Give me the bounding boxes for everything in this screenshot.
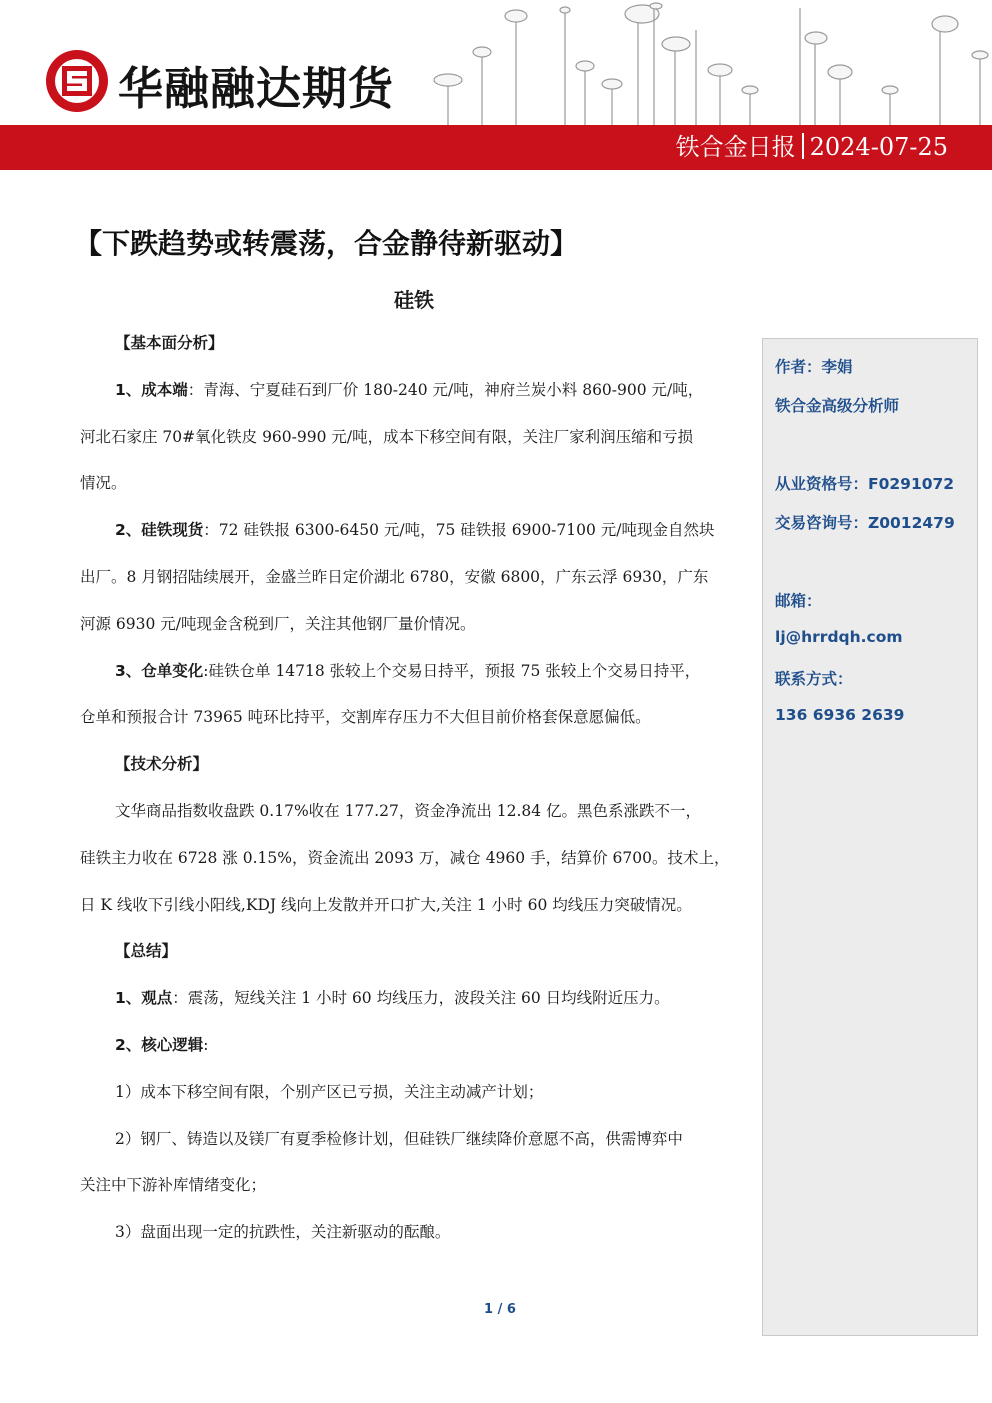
email-link[interactable]: lj@hrrdqh.com [775, 628, 903, 646]
report-label [676, 130, 948, 164]
consult-number: 交易咨询号：Z0012479 [775, 514, 955, 532]
paragraph-line: 河北石家庄 70#氧化铁皮 960-990 元/吨，成本下移空间有限，关注厂家利润压缩和亏损 [80, 427, 694, 446]
author-sidebar [762, 338, 978, 1336]
contact-label: 联系方式： [775, 670, 853, 688]
paragraph-line: 2）钢厂、铸造以及镁厂有夏季检修计划，但硅铁厂继续降价意愿不高，供需博弈中 [115, 1129, 683, 1148]
header-separator [802, 133, 804, 159]
paragraph-line: 关注中下游补库情绪变化； [80, 1176, 267, 1195]
report-header [0, 0, 992, 125]
paragraph-line: 日 K 线收下引线小阳线,KDJ 线向上发散并开口扩大,关注 1 小时 60 均线压力突破情况。 [80, 895, 692, 914]
paragraph-line: 河源 6930 元/吨现金含税到厂，关注其他钢厂量价情况。 [80, 614, 476, 633]
company-logo-icon [44, 48, 110, 114]
report-type: 铁合金日报 [675, 133, 796, 161]
paragraph-line: 情况。 [80, 474, 127, 493]
item-label: 1、成本端 [115, 380, 188, 399]
item-label: 1、观点 [115, 989, 173, 1008]
paragraph-line [80, 975, 748, 1022]
paragraph-line [80, 507, 748, 554]
paragraph-line [80, 1022, 748, 1069]
item-text: ：震荡，短线关注 1 小时 60 均线压力，波段关注 60 日均线附近压力。 [172, 989, 670, 1008]
company-name: 华融融达期货 [118, 62, 395, 115]
paragraph-line: 1）成本下移空间有限，个别产区已亏损，关注主动减产计划； [115, 1082, 544, 1101]
paragraph-line: 硅铁主力收在 6728 涨 0.15%，资金流出 2093 万，减仓 4960 手，结算价 6700。技术上， [80, 848, 730, 867]
item-label: 2、硅铁现货 [115, 521, 204, 540]
section-heading-fundamentals: 【基本面分析】 [115, 334, 224, 352]
report-subtitle: 硅铁 [394, 288, 434, 312]
report-title: 【下跌趋势或转震荡，合金静待新驱动】 [74, 227, 579, 260]
paragraph-line: 3）盘面出现一定的抗跌性，关注新驱动的酝酿。 [115, 1223, 451, 1242]
section-heading-technical: 【技术分析】 [115, 755, 209, 774]
phone-number: 136 6936 2639 [775, 706, 905, 724]
item-text: : [203, 1035, 209, 1054]
item-label: 2、核心逻辑 [115, 1035, 204, 1054]
item-text: ：72 硅铁报 6300-6450 元/吨，75 硅铁报 6900-7100 元/吨现金自然块 [203, 521, 715, 540]
paragraph-line: 文华商品指数收盘跌 0.17%收在 177.27，资金净流出 12.84 亿。黑色系涨跌不一， [115, 801, 702, 820]
item-text: ：青海、宁夏硅石到厂价 180-240 元/吨，神府兰炭小料 860-900 元/吨， [187, 380, 704, 399]
item-label: 3、仓单变化 [115, 661, 204, 680]
report-date: 2024-07-25 [809, 133, 948, 161]
author-position: 铁合金高级分析师 [775, 397, 900, 415]
email-label: 邮箱： [775, 592, 822, 610]
license-number: 从业资格号：F0291072 [775, 475, 955, 493]
paragraph-line [80, 367, 748, 414]
report-body [80, 320, 748, 1256]
section-heading-summary: 【总结】 [115, 942, 178, 961]
item-text: :硅铁仓单 14718 张较上个交易日持平，预报 75 张较上个交易日持平， [203, 661, 701, 680]
paragraph-line [80, 648, 748, 695]
page-number: 1 / 6 [484, 1302, 516, 1317]
paragraph-line: 仓单和预报合计 73965 吨环比持平，交割库存压力不大但目前价格套保意愿偏低。 [80, 708, 651, 727]
paragraph-line: 出厂。8 月钢招陆续展开，金盛兰昨日定价湖北 6780，安徽 6800，广东云浮 6930，广东 [80, 567, 709, 586]
author-name: 作者：李娟 [775, 358, 853, 376]
header-decoration [420, 0, 992, 125]
